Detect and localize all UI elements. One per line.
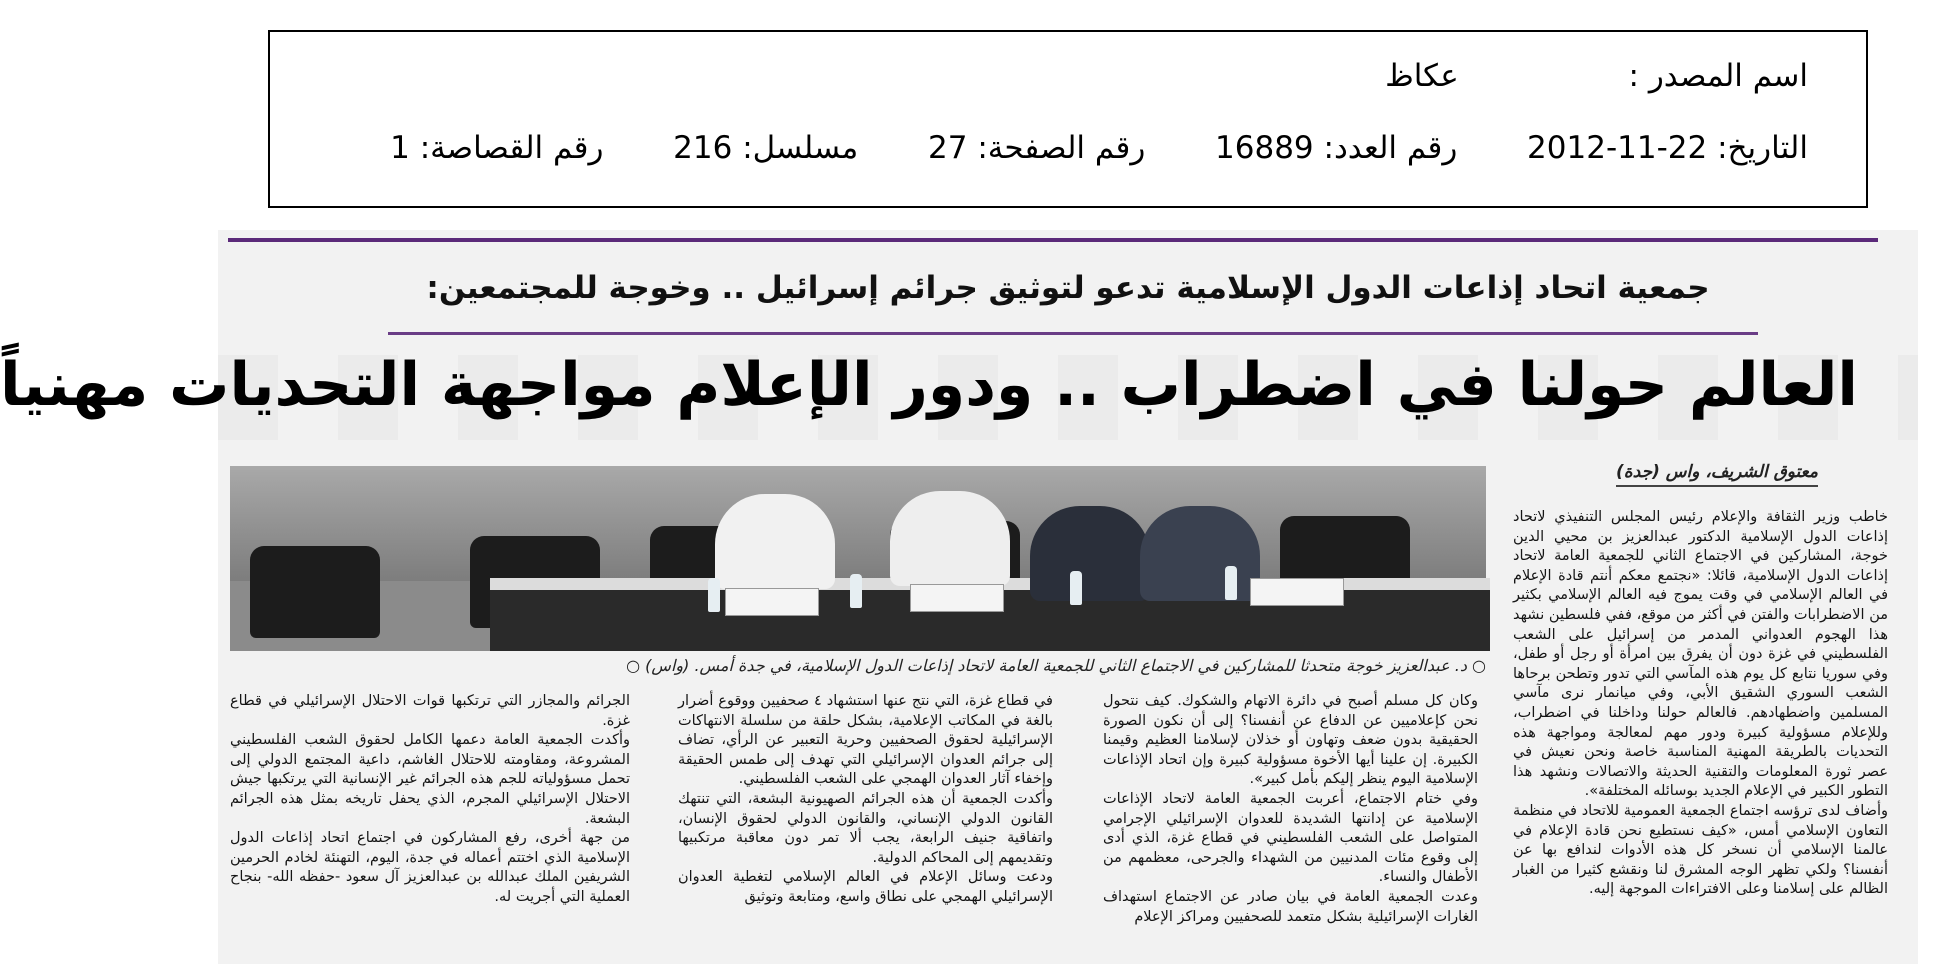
source-label: اسم المصدر : <box>1628 58 1808 94</box>
column-3-paragraph-1: في قطاع غزة، التي نتج عنها استشهاد ٤ صحفيين ووقوع أضرار بالغة في المكاتب الإعلامية، بشكل حلقة من سلسلة الانتهاكات الإسرائيلية لحقوق الصحفيين وحرية التعبير عن الرأي، تضاف إلى جرائم العدوان الإسرائيلي التي تهدف إلى طمس الحقيقة وإخفاء آثار العدوان الهمجي على الشعب الفلسطيني. <box>678 693 1053 788</box>
photo-bottle-1 <box>708 578 720 612</box>
top-divider <box>228 238 1878 242</box>
photo-chair-1 <box>250 546 380 638</box>
date-value: 2012-11-22 <box>1527 130 1708 166</box>
source-metadata-box <box>268 30 1868 208</box>
column-1-paragraph-1: خاطب وزير الثقافة والإعلام رئيس المجلس التنفيذي لاتحاد إذاعات الدول الإسلامية الدكتور عبدالعزيز بن محيي الدين خوجة، المشاركين في الاجتماع الثاني للجمعية العامة لاتحاد إذاعات الدول الإسلامية، قائلا: «نجتمع معكم أنتم قادة الإعلام في العالم الإسلامي في وقت يموج فيه العالم الإسلامي بكثير من الاضطرابات والفتن في أكثر من موقع، ففي فلسطين نشهد هذا الهجوم العدواني المدمر من إسرائيل على الشعب الفلسطيني في غزة دون أن يفرق بين امرأة أو رجل أو طفل، وفي سوريا نتابع كل يوم هذه المآسي التي تدور وتطحن برحاها الشعب السوري الشقيق الأبي، وفي ميانمار نرى مآسي المسلمين واضطهادهم. فالعالم حولنا وداخلنا في اضطراب، وللإعلام مسؤولية كبيرة ودور مهم لمعالجة ومواجهة هذه التحديات بالطريقة المهنية المناسبة خاصة ونحن نعيش في عصر ثورة المعلومات والتقنية الحديثة والاتصالات ونشهد هذا التطور الكبير في الإعلام الجديد بوسائله المختلفة». <box>1513 509 1888 800</box>
photo-caption: ○ د. عبدالعزيز خوجة متحدثا للمشاركين في الاجتماع الثاني للجمعية العامة لاتحاد إذاعات الدول الإسلامية، في جدة أمس. (واس) ○ <box>626 656 1486 675</box>
column-4-paragraph-1: الجرائم والمجازر التي ترتكبها قوات الاحتلال الإسرائيلي في قطاع غزة. <box>230 693 630 729</box>
serial-value: 216 <box>673 130 733 166</box>
photo-person-3 <box>1030 506 1150 601</box>
article-column-2 <box>1103 692 1478 962</box>
photo-bottle-2 <box>850 574 862 608</box>
article-overline: جمعية اتحاد إذاعات الدول الإسلامية تدعو لتوثيق جرائم إسرائيل .. وخوجة للمجتمعين: <box>426 270 1710 306</box>
photo-nameplate-1 <box>725 588 819 616</box>
issue-label: رقم العدد: <box>1323 130 1458 166</box>
serial-label: مسلسل: <box>742 130 859 166</box>
date-label: التاريخ: <box>1717 130 1808 166</box>
source-row <box>1385 58 1808 94</box>
page-label: رقم الصفحة: <box>977 130 1146 166</box>
column-2-paragraph-1: وكان كل مسلم أصبح في دائرة الاتهام والشكوك. كيف نتحول نحن كإعلاميين عن الدفاع عن أنفسنا؟ إلى أن نكون الصورة الحقيقية بدون ضعف وتهاون أو خذلان لإسلامنا العظيم وقيمنا الكبيرة. إن علينا أيها الأخوة مسؤولية كبيرة وإن اتحاد الإذاعات الإسلامية اليوم ينظر إليكم بأمل كبير». <box>1103 693 1478 788</box>
column-3-paragraph-2: وأكدت الجمعية أن هذه الجرائم الصهيونية البشعة، التي تنتهك القانون الدولي الإنساني، والقانون الدولي لحقوق الإنسان، واتفاقية جنيف الرابعة، يجب ألا تمر دون معاقبة مرتكبيها وتقديمهم إلى المحاكم الدولية. <box>678 790 1053 866</box>
issue-value: 16889 <box>1215 130 1314 166</box>
column-1-paragraph-2: وأضاف لدى ترؤسه اجتماع الجمعية العمومية للاتحاد في منظمة التعاون الإسلامي أمس، «كيف نستطيع نحن قادة الإعلام في عالمنا الإسلامي أن نسخر كل هذه الأدوات لندافع بها عن أنفسنا؟ ولكي تظهر الوجه المشرق لنا ونقشع كثيرا من الغبار الظالم على إسلامنا وعلى الافتراءات الموجهة إليه. <box>1513 802 1888 898</box>
article-column-1 <box>1513 508 1888 963</box>
column-4-paragraph-3: من جهة أخرى، رفع المشاركون في اجتماع اتحاد إذاعات الدول الإسلامية الذي اختتم أعماله في جدة، اليوم، التهنئة لخادم الحرمين الشريفين الملك عبدالله بن عبدالعزيز آل سعود -حفظه الله- بنجاح العملية التي أجريت له. <box>230 830 630 905</box>
photo-nameplate-3 <box>1250 578 1344 606</box>
photo-person-1 <box>715 494 835 589</box>
article-headline: العالم حولنا في اضطراب .. ودور الإعلام مواجهة التحديات مهنياً <box>0 350 1858 420</box>
page-value: 27 <box>928 130 968 166</box>
photo-nameplate-2 <box>910 584 1004 612</box>
overline-divider <box>388 332 1758 335</box>
details-row <box>390 130 1808 166</box>
photo-person-4 <box>1140 506 1260 601</box>
column-4-paragraph-2: وأكدت الجمعية العامة دعمها الكامل لحقوق الشعب الفلسطيني المشروعة، ومقاومته للاحتلال الغاشم، داعية المجتمع الدولي إلى تحمل مسؤولياته للجم هذه الجرائم غير الإنسانية التي يرتكبها جيش الاحتلال الإسرائيلي المجرم، الذي يحفل تاريخه بمثل هذه الجرائم البشعة. <box>230 732 630 827</box>
article-column-4 <box>230 692 630 962</box>
photo-bottle-3 <box>1070 571 1082 605</box>
photo-person-2 <box>890 491 1010 586</box>
clip-label: رقم القصاصة: <box>419 130 604 166</box>
newspaper-clipping <box>0 230 1918 964</box>
column-3-paragraph-3: ودعت وسائل الإعلام في العالم الإسلامي لتغطية العدوان الإسرائيلي الهمجي على نطاق واسع، ومتابعة وتوثيق <box>678 869 1053 905</box>
source-value: عكاظ <box>1385 58 1459 94</box>
clip-value: 1 <box>390 130 410 166</box>
conference-photo <box>230 466 1486 651</box>
article-column-3 <box>678 692 1053 962</box>
photo-bottle-4 <box>1225 566 1237 600</box>
column-2-paragraph-2: وفي ختام الاجتماع، أعربت الجمعية العامة لاتحاد الإذاعات الإسلامية عن إدانتها الشديدة للعدوان الإسرائيلي الإجرامي المتواصل على الشعب الفلسطيني في قطاع غزة، الذي أدى إلى وقوع مئات المدنيين من الشهداء والجرحى، معظمهم من الأطفال والنساء. <box>1103 790 1478 886</box>
column-2-paragraph-3: وعدت الجمعية العامة في بيان صادر عن الاجتماع استهداف الغارات الإسرائيلية بشكل متعمد للصحفيين ومراكز الإعلام <box>1103 888 1478 925</box>
article-byline: معتوق الشريف، واس (جدة) <box>1616 462 1818 487</box>
